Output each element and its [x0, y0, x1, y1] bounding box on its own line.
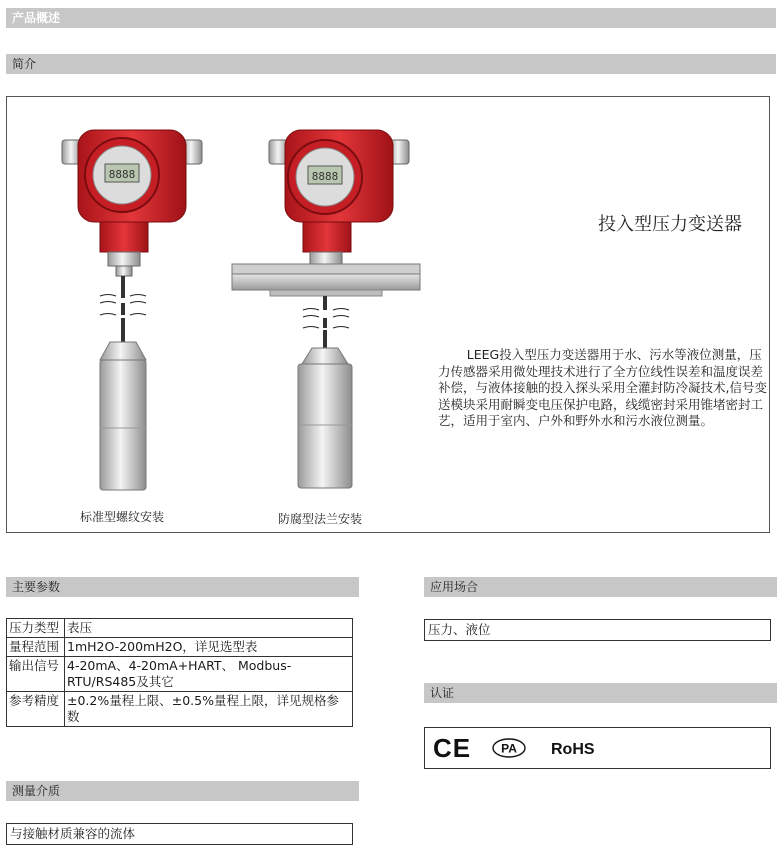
- table-row: [7, 692, 353, 727]
- param-value: ±0.2%量程上限、±0.5%量程上限，详见规格参数: [65, 692, 353, 727]
- param-key: 输出信号: [7, 657, 65, 692]
- cert-box: [424, 727, 771, 769]
- cert-logos: [425, 728, 770, 768]
- lcd-digits-left: 8888: [108, 168, 136, 181]
- medium-value: 与接触材质兼容的流体: [6, 823, 353, 845]
- table-row: [7, 638, 353, 657]
- param-value: 表压: [65, 619, 353, 638]
- table-row: [7, 657, 353, 692]
- param-value: 1mH2O-200mH2O，详见选型表: [65, 638, 353, 657]
- product-description: LEEG投入型压力变送器用于水、污水等液位测量，压力传感器采用微处理技术进行了全方位线性误差和温度误差补偿，与液体接触的投入探头采用全灌封防冷凝技术,信号变送模块采用耐瞬变电压保护电路，线缆密封采用锥堵密封工艺，适用于室内、户外和野外水和污水液位测量。: [438, 347, 767, 428]
- caption-flanged: 防腐型法兰安装: [278, 512, 363, 526]
- section-bar-certification: 认证: [424, 683, 777, 703]
- section-bar-main-params: 主要参数: [6, 577, 359, 597]
- rohs-mark-icon: RoHS: [551, 741, 595, 758]
- lcd-digits-right: 8888: [311, 170, 339, 183]
- caption-threaded: 标准型螺纹安装: [80, 510, 165, 524]
- param-key: 量程范围: [7, 638, 65, 657]
- section-bar-application: 应用场合: [424, 577, 777, 597]
- section-bar-medium: 测量介质: [6, 781, 359, 801]
- section-bar-overview: 产品概述: [6, 8, 776, 28]
- param-key: 参考精度: [7, 692, 65, 727]
- param-key: 压力类型: [7, 619, 65, 638]
- application-value: 压力、液位: [424, 619, 771, 641]
- transmitter-flanged: [232, 130, 420, 488]
- section-bar-intro: 简介: [6, 54, 776, 74]
- transmitter-threaded: [62, 130, 202, 490]
- product-title: 投入型压力变送器: [598, 214, 742, 235]
- ce-mark-icon: CE: [433, 733, 472, 763]
- param-value: 4-20mA、4-20mA+HART、 Modbus-RTU/RS485及其它: [65, 657, 353, 692]
- pa-mark-icon: [493, 739, 525, 757]
- params-table: [6, 618, 353, 727]
- svg-text:PA: PA: [501, 741, 517, 756]
- table-row: [7, 619, 353, 638]
